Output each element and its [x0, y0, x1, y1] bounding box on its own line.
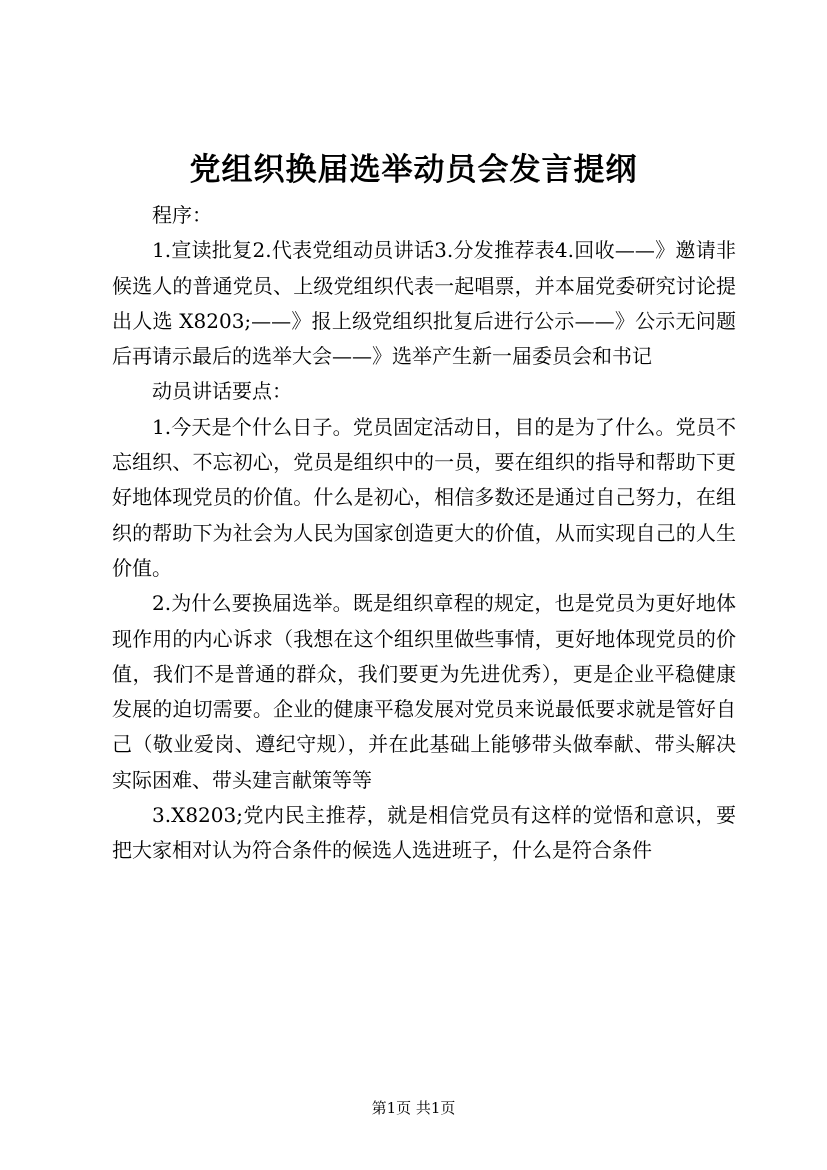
- paragraph-point-1: 1.今天是个什么日子。党员固定活动日，目的是为了什么。党员不忘组织、不忘初心，党员是组织中的一员，要在组织的指导和帮助下更好地体现党员的价值。什么是初心，相信多数还是通过自己努力，在组织的帮助下为社会为人民为国家创造更大的价值，从而实现自己的人生价值。: [112, 414, 736, 580]
- paragraph-point-2: 2.为什么要换届选举。既是组织章程的规定，也是党员为更好地体现作用的内心诉求（我想在这个组织里做些事情，更好地体现党员的价值，我们不是普通的群众，我们要更为先进优秀），更是企业平稳健康发展的迫切需要。企业的健康平稳发展对党员来说最低要求就是管好自己（敬业爱岗、遵纪守规），并在此基础上能够带头做奉献、带头解决实际困难、带头建言献策等等: [112, 591, 736, 792]
- paragraph-procedure-heading: 程序：: [152, 203, 212, 227]
- paragraph-point-3: 3.X8203;党内民主推荐，就是相信党员有这样的觉悟和意识，要把大家相对认为符合条件的候选人选进班子，什么是符合条件: [112, 803, 736, 863]
- paragraph-speech-points-heading: 动员讲话要点：: [152, 379, 292, 404]
- paragraph-procedure-steps: 1.宣读批复2.代表党组动员讲话3.分发推荐表4.回收——》邀请非候选人的普通党员、上级党组织代表一起唱票，并本届党委研究讨论提出人选 X8203;——》报上级党组织批复后进行公示——》公示无问题后再请示最后的选举大会——》选举产生新一届委员会和书记: [112, 238, 736, 369]
- page-footer: 第1页 共1页: [371, 1099, 456, 1117]
- document-title: 党组织换届选举动员会发言提纲: [189, 152, 638, 188]
- document-body: [112, 198, 736, 869]
